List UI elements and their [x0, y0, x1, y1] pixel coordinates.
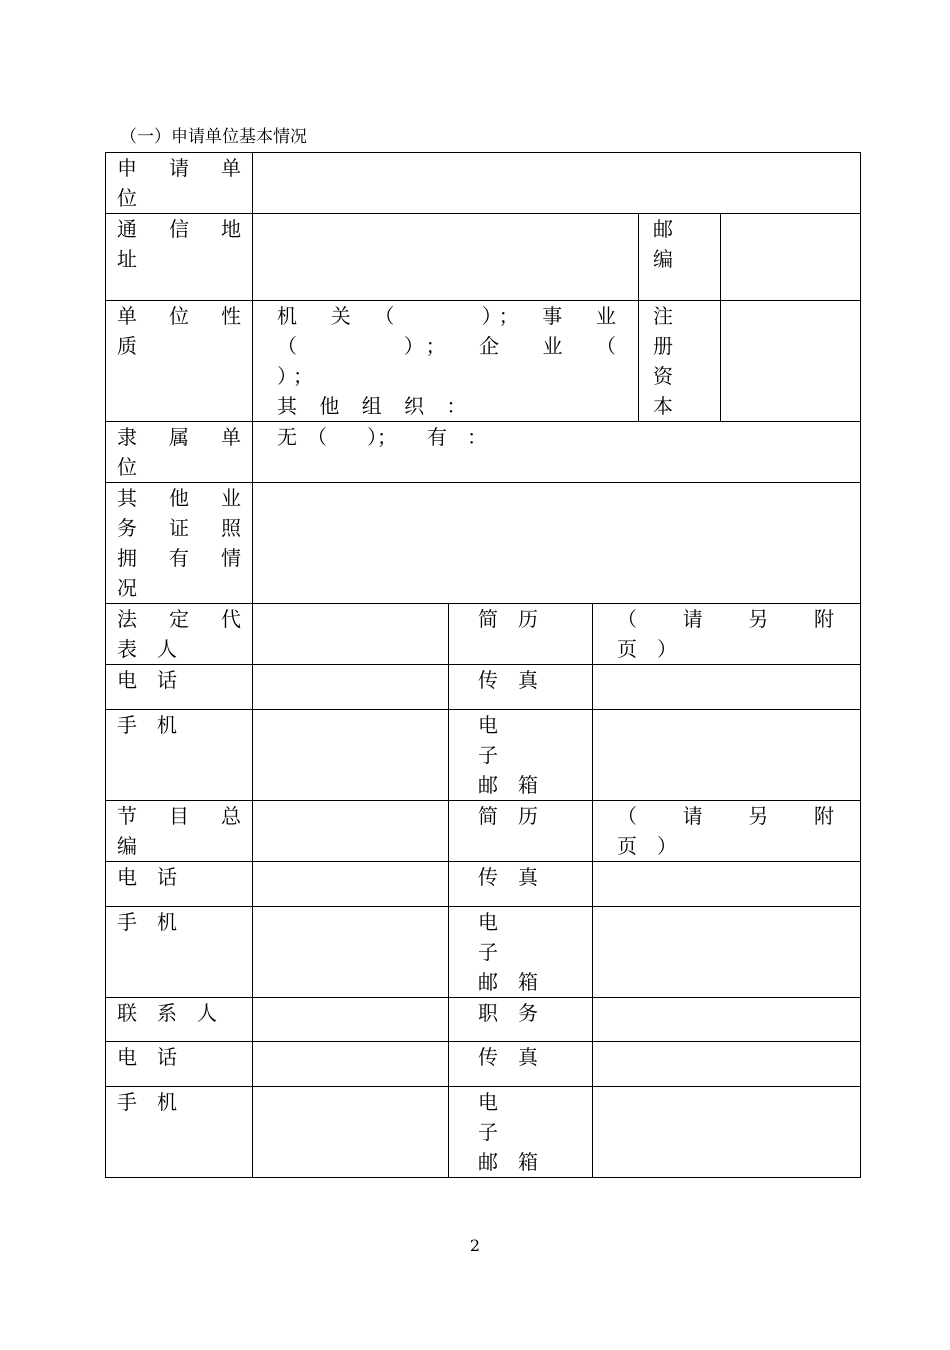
chief-editor-fax-label: 传 真 — [449, 862, 593, 907]
legal-rep-fax-field[interactable] — [593, 665, 861, 710]
postcode-field[interactable] — [721, 214, 861, 301]
chief-editor-label: 节 目 总 编 — [106, 801, 253, 862]
contact-field[interactable] — [253, 998, 449, 1042]
chief-editor-mobile-field[interactable] — [253, 907, 449, 998]
table-row — [106, 301, 861, 422]
table-row — [106, 422, 861, 483]
table-row — [106, 801, 861, 862]
chief-editor-resume-note: （ 请 另 附 页 ） — [593, 801, 861, 862]
contact-mobile-field[interactable] — [253, 1087, 449, 1178]
contact-phone-field[interactable] — [253, 1042, 449, 1087]
contact-email-field[interactable] — [593, 1087, 861, 1178]
registered-capital-field[interactable] — [721, 301, 861, 422]
legal-rep-resume-label: 简 历 — [449, 604, 593, 665]
unit-nature-options[interactable]: 机 关 （ ）； 事 业 （ ）； 企 业 （ ）； 其 他 组 织 ： — [253, 301, 639, 422]
table-row — [106, 710, 861, 801]
registered-capital-label: 注 册 资 本 — [639, 301, 721, 422]
table-row — [106, 907, 861, 998]
applicant-unit-field[interactable] — [253, 153, 861, 214]
table-row — [106, 153, 861, 214]
contact-mobile-label: 手 机 — [106, 1087, 253, 1178]
chief-editor-resume-label: 简 历 — [449, 801, 593, 862]
unit-nature-label: 单 位 性 质 — [106, 301, 253, 422]
other-licenses-label: 其 他 业 务 证 照 拥 有 情 况 — [106, 483, 253, 604]
chief-editor-email-field[interactable] — [593, 907, 861, 998]
chief-editor-mobile-label: 手 机 — [106, 907, 253, 998]
legal-rep-fax-label: 传 真 — [449, 665, 593, 710]
table-row — [106, 1087, 861, 1178]
table-row — [106, 1042, 861, 1087]
other-licenses-field[interactable] — [253, 483, 861, 604]
contact-phone-label: 电 话 — [106, 1042, 253, 1087]
legal-rep-resume-note: （ 请 另 附 页 ） — [593, 604, 861, 665]
contact-position-label: 职 务 — [449, 998, 593, 1042]
postcode-label: 邮 编 — [639, 214, 721, 301]
table-row — [106, 665, 861, 710]
legal-rep-mobile-label: 手 机 — [106, 710, 253, 801]
table-row — [106, 483, 861, 604]
table-row — [106, 604, 861, 665]
legal-rep-field[interactable] — [253, 604, 449, 665]
chief-editor-email-label: 电 子 邮 箱 — [449, 907, 593, 998]
legal-rep-email-field[interactable] — [593, 710, 861, 801]
legal-rep-email-label: 电 子 邮 箱 — [449, 710, 593, 801]
legal-rep-label: 法 定 代 表 人 — [106, 604, 253, 665]
contact-fax-field[interactable] — [593, 1042, 861, 1087]
page-number: 2 — [469, 1236, 481, 1255]
chief-editor-field[interactable] — [253, 801, 449, 862]
legal-rep-phone-label: 电 话 — [106, 665, 253, 710]
chief-editor-phone-field[interactable] — [253, 862, 449, 907]
legal-rep-mobile-field[interactable] — [253, 710, 449, 801]
table-row — [106, 998, 861, 1042]
section-title: （一）申请单位基本情况 — [120, 127, 307, 147]
contact-label: 联 系 人 — [106, 998, 253, 1042]
affiliated-unit-label: 隶 属 单 位 — [106, 422, 253, 483]
applicant-info-table — [105, 152, 861, 1178]
applicant-unit-label: 申 请 单 位 — [106, 153, 253, 214]
contact-email-label: 电 子 邮 箱 — [449, 1087, 593, 1178]
chief-editor-phone-label: 电 话 — [106, 862, 253, 907]
address-field[interactable] — [253, 214, 639, 301]
affiliated-unit-options[interactable]: 无 （ ）； 有 ： — [253, 422, 861, 483]
contact-fax-label: 传 真 — [449, 1042, 593, 1087]
table-row — [106, 862, 861, 907]
contact-position-field[interactable] — [593, 998, 861, 1042]
legal-rep-phone-field[interactable] — [253, 665, 449, 710]
chief-editor-fax-field[interactable] — [593, 862, 861, 907]
table-row — [106, 214, 861, 301]
address-label: 通 信 地 址 — [106, 214, 253, 301]
